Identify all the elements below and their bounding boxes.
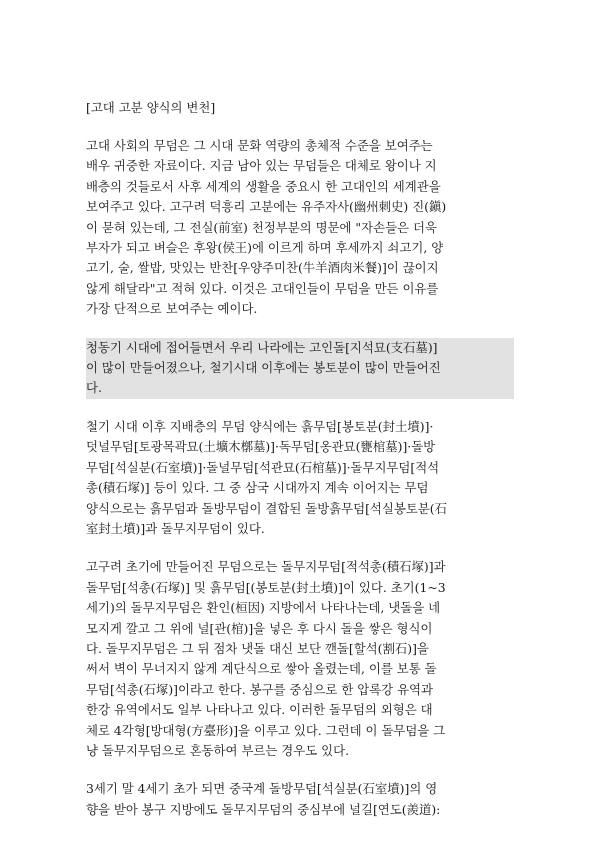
paragraph-list	[86, 136, 514, 820]
text-line: 고구려 초기에 만들어진 무덤으로는 돌무지무덤[적석총(積石塚)]과	[86, 559, 446, 575]
text-line: 무덤[석총(石塚)]이라고 한다. 봉구를 중심으로 한 압록강 유역과	[86, 681, 433, 697]
document-body	[86, 98, 514, 838]
text-line: 양식으로는 흙무덤과 돌방무덤이 결합된 돌방흙무덤[석실봉토분(石	[86, 500, 447, 516]
text-line: 배우 귀중한 자료이다. 지금 남아 있는 무덤들은 대체로 왕이나 지	[86, 158, 437, 174]
text-line: 이 많이 만들어졌으나, 철기시대 이후에는 봉토분이 많이 만들어진	[86, 358, 514, 378]
body-paragraph	[86, 779, 514, 820]
text-line: 돌무덤[석총(石塚)] 및 흙무덤[(봉토분(封土墳)]이 있다. 초기(1~3	[86, 579, 446, 595]
text-line: 배층의 것들로서 사후 세계의 생활을 중요시 한 고대인의 세계관을	[86, 178, 441, 194]
body-paragraph	[86, 136, 514, 320]
text-line: 냥 돌무지무덤으로 혼동하여 부르는 경우도 있다.	[86, 742, 350, 758]
text-line: 다. 돌무지무덤은 그 뒤 점차 냇돌 대신 보단 깬돌[할석(割石)]을	[86, 640, 429, 656]
text-line: 가장 단적으로 보여주는 예이다.	[86, 301, 258, 317]
text-line: 청동기 시대에 접어들면서 우리 나라에는 고인돌[지석묘(支石墓)]	[86, 338, 514, 358]
highlighted-paragraph	[86, 338, 514, 399]
text-line: 철기 시대 이후 지배층의 무덤 양식에는 흙무덤[봉토분(封土墳)]·	[86, 418, 434, 434]
text-line: 室封土墳)]과 돌무지무덤이 있다.	[86, 520, 265, 536]
text-line: 모지게 깔고 그 위에 널[관(棺)]을 넣은 후 다시 돌을 쌓은 형식이	[86, 620, 433, 636]
text-line: 무덤[석실분(石室墳)]·돌널무덤[석관묘(石棺墓)]·돌무지무덤[적석	[86, 459, 440, 475]
text-line: 덧널무덤[토광목곽묘(土壙木槨墓)]·독무덤[옹관묘(甕棺墓)]·돌방	[86, 439, 436, 455]
text-line: 한강 유역에서도 일부 나타나고 있다. 이러한 돌무덤의 외형은 대	[86, 702, 433, 718]
text-line: 세기)의 돌무지무덤은 환인(桓因) 지방에서 나타나는데, 냇돌을 네	[86, 600, 441, 616]
section-heading: [고대 고분 양식의 변천]	[86, 100, 216, 115]
text-line: 보여주고 있다. 고구려 덕흥리 고분에는 유주자사(幽州刺史) 진(鎭)	[86, 199, 447, 215]
text-line: 고기, 술, 쌀밥, 맛있는 반찬[우양주미찬(牛羊酒肉米餐)]이 끊이지	[86, 260, 439, 276]
text-line: 써서 벽이 무너지지 않게 계단식으로 쌓아 올렸는데, 이를 보통 돌	[86, 661, 437, 677]
text-line: 이 묻혀 있는데, 그 전실(前室) 천정부분의 명문에 "자손들은 더욱	[86, 219, 437, 235]
text-line: 향을 받아 봉구 지방에도 돌무지무덤의 중심부에 널길[연도(羨道):	[86, 801, 441, 817]
body-paragraph	[86, 557, 514, 761]
text-line: 고대 사회의 무덤은 그 시대 문화 역량의 총체적 수준을 보여주는	[86, 138, 433, 153]
text-line: 부자가 되고 벼슬은 후왕(侯王)에 이르게 하며 후세까지 쇠고기, 양	[86, 240, 444, 256]
text-line: 다.	[86, 378, 514, 398]
text-line: 3세기 말 4세기 초가 되면 중국계 돌방무덤[석실분(石室墳)]의 영	[86, 781, 438, 797]
text-line: 총(積石塚)] 등이 있다. 그 중 삼국 시대까지 계속 이어지는 무덤	[86, 480, 429, 496]
body-paragraph	[86, 417, 514, 539]
text-line: 않게 해달라"고 적혀 있다. 이것은 고대인들이 무덤을 만든 이유를	[86, 280, 439, 296]
text-line: 체로 4각형[방대형(方臺形)]을 이루고 있다. 그런데 이 돌무덤을 그	[86, 722, 446, 738]
